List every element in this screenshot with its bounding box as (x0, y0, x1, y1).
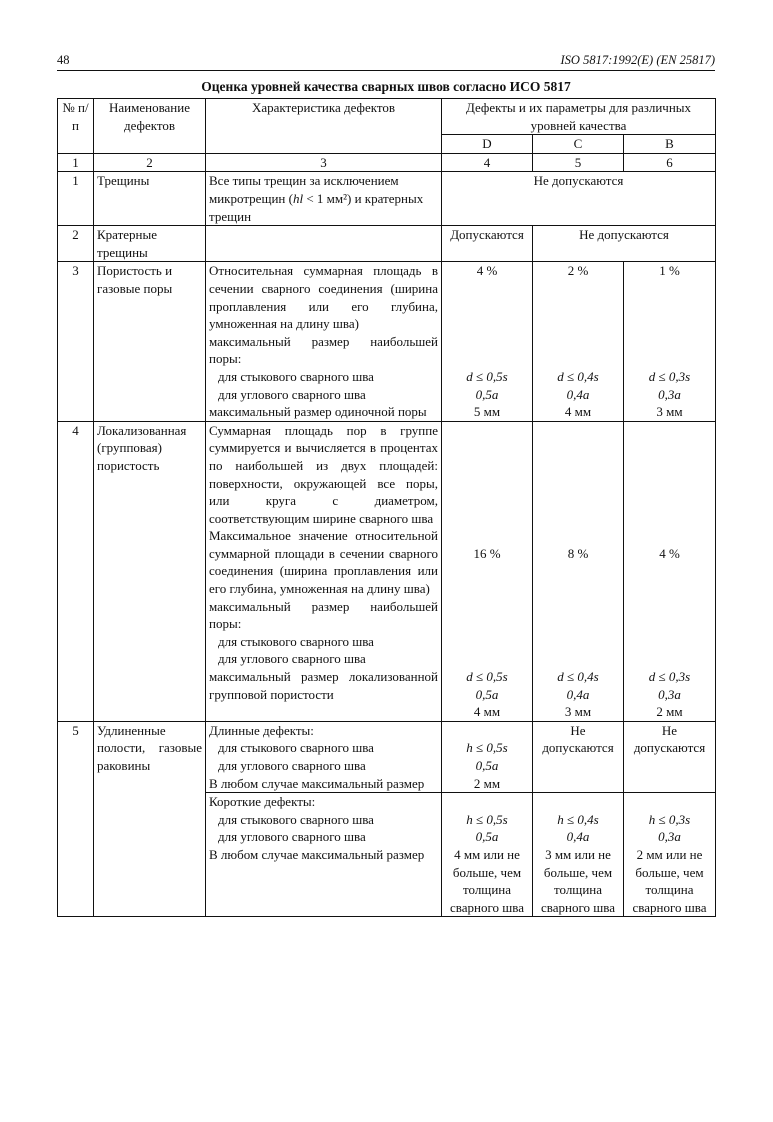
level-b-value: h ≤ 0,3s 0,3a 2 мм или не больше, чем толщина сварного шва (624, 793, 716, 917)
row-number: 3 (58, 262, 94, 421)
col-header-level-c: C (533, 135, 624, 154)
page-header (57, 52, 715, 71)
col-header-level-b: B (624, 135, 716, 154)
row-number: 1 (58, 172, 94, 226)
table-row (58, 262, 716, 421)
table-header-row (58, 99, 716, 135)
col-header-level-d: D (442, 135, 533, 154)
defect-characteristic (206, 226, 442, 262)
row-number: 2 (58, 226, 94, 262)
level-d-value: 4 % d ≤ 0,5s 0,5a 5 мм (442, 262, 533, 421)
col-header-characteristic: Характеристика дефектов (206, 99, 442, 154)
level-c-value: 2 % d ≤ 0,4s 0,4a 4 мм (533, 262, 624, 421)
defect-characteristic: Суммарная площадь пор в группе суммируется и вычисляется в процентах по наибольшей из двух площадей: поверхности, окружающей все поры, или круга с диаметром, соответствующим ширине сварного шва Максимальное значение относительной суммарной площади в сечении сварного соединения (ширина проплавления или его глубина, умноженная на длину шва) максимальный размер наибольшей поры: для стыкового сварного шва для углового сварного шва максимальный размер локализованной групповой пористости (206, 421, 442, 721)
level-cb-value: Не допускаются (533, 226, 716, 262)
defect-characteristic-short: Короткие дефекты: для стыкового сварного шва для углового сварного шва В любом случае максимальный размер (206, 793, 442, 917)
defect-name: Пористость и газовые поры (94, 262, 206, 421)
table-row (58, 721, 716, 792)
level-d-value: h ≤ 0,5s 0,5a 2 мм (442, 721, 533, 792)
page-number: 48 (57, 53, 70, 67)
level-d-value: 16 % d ≤ 0,5s 0,5a 4 мм (442, 421, 533, 721)
defect-name: Локализованная (групповая) пористость (94, 421, 206, 721)
defect-characteristic: Все типы трещин за исключением микротрещин (hl < 1 мм²) и кратерных трещин (206, 172, 442, 226)
level-b-value: 4 % d ≤ 0,3s 0,3a 2 мм (624, 421, 716, 721)
document-title: Оценка уровней качества сварных швов согласно ИСО 5817 (201, 79, 571, 94)
col-index-6: 6 (624, 153, 716, 172)
col-header-name: Наименование дефектов (94, 99, 206, 154)
level-c-value: Не допускаются (533, 721, 624, 792)
weld-quality-table (57, 98, 716, 917)
level-d-value: h ≤ 0,5s 0,5a 4 мм или не больше, чем толщина сварного шва (442, 793, 533, 917)
standard-reference: ISO 5817:1992(E) (EN 25817) (560, 53, 715, 67)
col-index-4: 4 (442, 153, 533, 172)
defect-name: Кратерные трещины (94, 226, 206, 262)
table-row (58, 226, 716, 262)
level-all-value: Не допускаются (442, 172, 716, 226)
table-index-row (58, 153, 716, 172)
level-c-value: 8 % d ≤ 0,4s 0,4a 3 мм (533, 421, 624, 721)
col-index-5: 5 (533, 153, 624, 172)
col-header-levels: Дефекты и их параметры для различных уровней качества (442, 99, 716, 135)
col-index-1: 1 (58, 153, 94, 172)
col-index-3: 3 (206, 153, 442, 172)
table-row (58, 421, 716, 721)
defect-name: Удлиненные полости, газовые раковины (94, 721, 206, 917)
table-row (58, 172, 716, 226)
defect-characteristic: Относительная суммарная площадь в сечении сварного соединения (ширина проплавления или его глубина, умноженная на длину шва) максимальный размер наибольшей поры: для стыкового сварного шва для углового сварного шва максимальный размер одиночной поры (206, 262, 442, 421)
col-index-2: 2 (94, 153, 206, 172)
defect-characteristic-long: Длинные дефекты: для стыкового сварного шва для углового сварного шва В любом случае максимальный размер (206, 721, 442, 792)
row-number: 5 (58, 721, 94, 917)
row-number: 4 (58, 421, 94, 721)
level-b-value: Не допускаются (624, 721, 716, 792)
level-c-value: h ≤ 0,4s 0,4a 3 мм или не больше, чем толщина сварного шва (533, 793, 624, 917)
defect-name: Трещины (94, 172, 206, 226)
level-d-value: Допускаются (442, 226, 533, 262)
level-b-value: 1 % d ≤ 0,3s 0,3a 3 мм (624, 262, 716, 421)
col-header-num: № п/п (58, 99, 94, 154)
